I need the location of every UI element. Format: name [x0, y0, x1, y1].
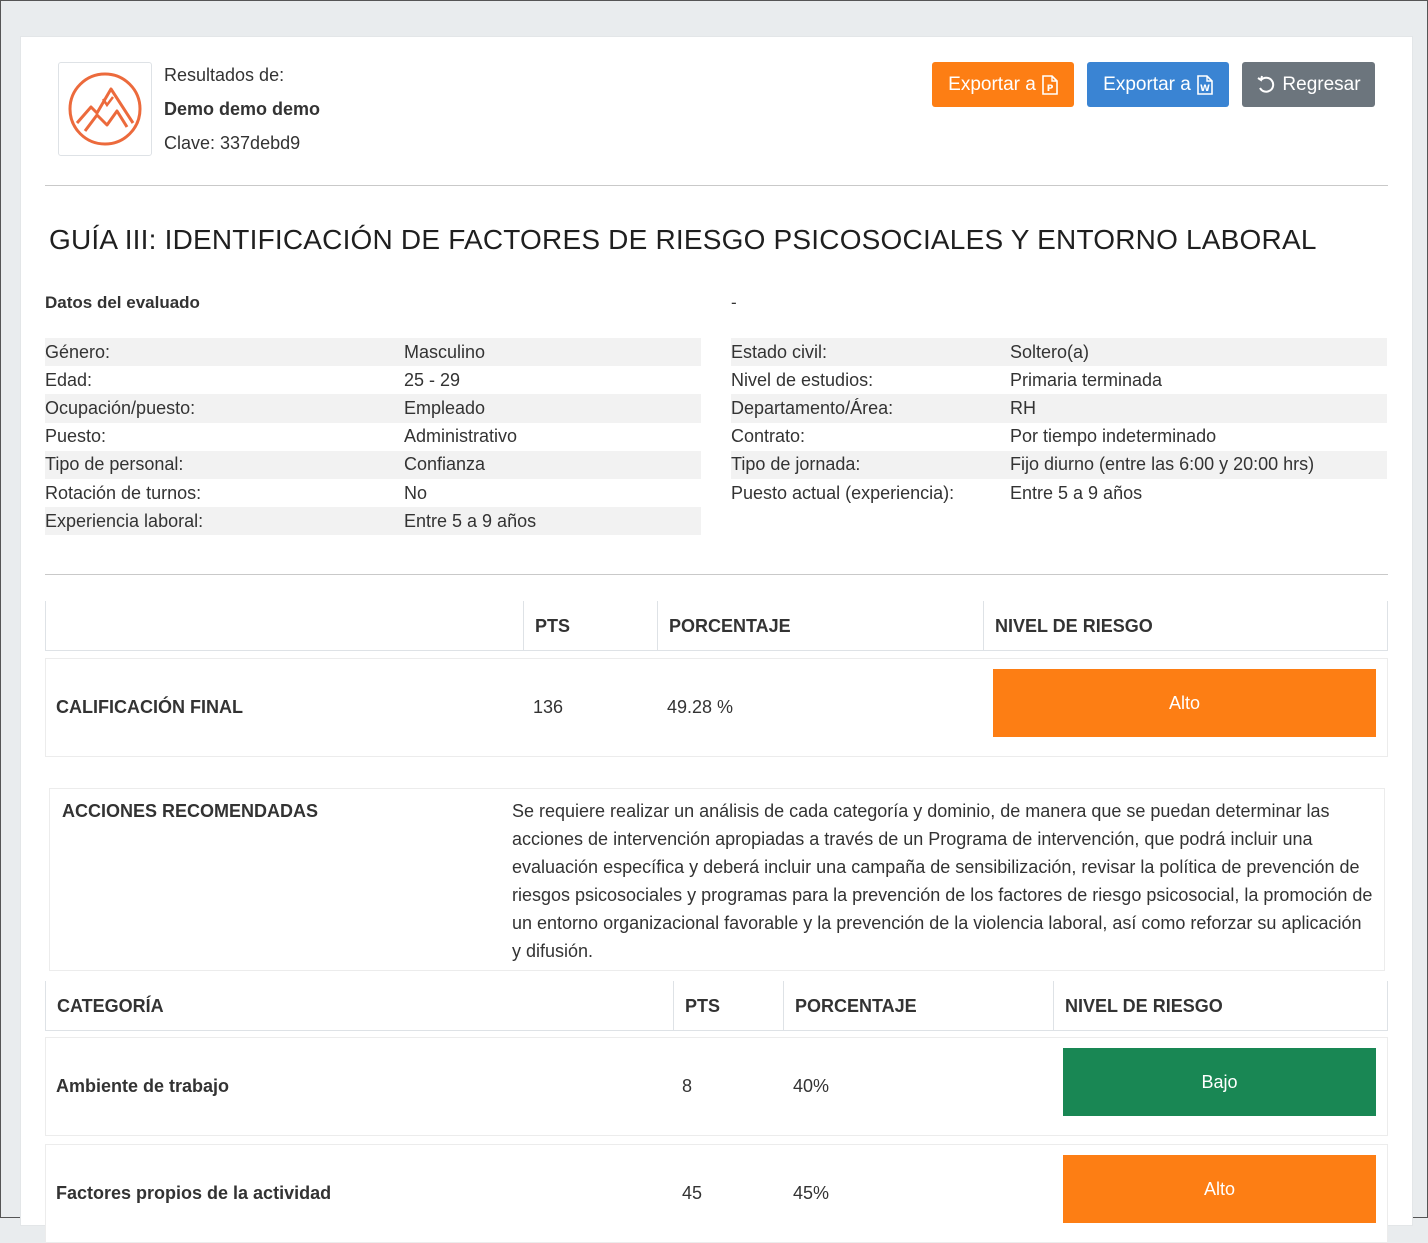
- table-row: [45, 394, 701, 422]
- field-label: Edad:: [45, 369, 93, 390]
- results-card: [20, 36, 1413, 1226]
- divider: [45, 574, 1388, 575]
- recommended-actions-text: Se requiere realizar un análisis de cada categoría y dominio, de manera que se puedan determinar las acciones de intervención apropiadas a través de un Programa de intervención, que podrá incluir una evaluación específica y deberá incluir una campaña de sensibilización, revisar la política de prevención de riesgos psicosociales y programas para la prevención de los factores de riesgo psicosocial, la promoción de un entorno organizacional favorable y la prevención de la violencia laboral, así como reforzar su aplicación y difusión.: [512, 801, 1373, 961]
- category-percent: 45%: [793, 1183, 830, 1203]
- table-row: [731, 423, 1387, 451]
- field-value: Empleado: [404, 394, 701, 422]
- export-word-label: Exportar a: [1103, 73, 1191, 95]
- field-value: Primaria terminada: [1010, 369, 1163, 390]
- category-percent: 40%: [793, 1076, 830, 1096]
- table-row: [731, 451, 1387, 479]
- table-row: [45, 366, 701, 394]
- export-pdf-label: Exportar a: [948, 73, 1036, 95]
- svg-text:P: P: [1046, 83, 1054, 94]
- mountain-logo-icon: [67, 71, 143, 147]
- field-value: No: [404, 482, 428, 503]
- risk-badge-alto: Alto: [1063, 1155, 1376, 1223]
- header-pts: PTS: [523, 601, 657, 651]
- evaluated-data-heading: Datos del evaluado: [45, 293, 200, 312]
- divider: [45, 185, 1388, 186]
- table-row: [731, 479, 1387, 507]
- company-logo: [58, 62, 152, 156]
- evaluated-data-dash: -: [731, 293, 737, 312]
- svg-text:W: W: [1199, 83, 1210, 94]
- table-row: [45, 451, 701, 479]
- final-table-header: [45, 601, 1388, 651]
- field-label: Género:: [45, 338, 404, 366]
- field-label: Puesto actual (experiencia):: [731, 482, 955, 503]
- field-label: Contrato:: [731, 426, 806, 447]
- final-score-label: CALIFICACIÓN FINAL: [56, 697, 243, 717]
- table-row: [45, 1037, 1388, 1136]
- header-category: CATEGORÍA: [45, 981, 673, 1031]
- field-label: Estado civil:: [731, 338, 1010, 366]
- results-label: Resultados de:: [164, 65, 285, 85]
- page-title: GUÍA III: IDENTIFICACIÓN DE FACTORES DE RIESGO PSICOSOCIALES Y ENTORNO LABORAL: [49, 224, 1317, 255]
- field-label: Puesto:: [45, 426, 107, 447]
- field-value: Fijo diurno (entre las 6:00 y 20:00 hrs): [1010, 451, 1387, 479]
- evaluated-name: Demo demo demo: [164, 99, 321, 119]
- final-score-percent: 49.28 %: [667, 697, 734, 717]
- field-value: 25 - 29: [404, 369, 461, 390]
- header-empty: [45, 601, 523, 651]
- field-value: Administrativo: [404, 426, 518, 447]
- header-pts: PTS: [673, 981, 783, 1031]
- risk-badge-alto: Alto: [993, 669, 1376, 737]
- field-label: Tipo de personal:: [45, 451, 404, 479]
- field-value: Entre 5 a 9 años: [404, 507, 701, 535]
- category-table-header: [45, 981, 1388, 1031]
- table-row: [731, 366, 1387, 394]
- table-row: [45, 507, 701, 535]
- header-percent: PORCENTAJE: [783, 981, 1053, 1031]
- file-word-icon: [1197, 75, 1213, 95]
- category-pts: 8: [682, 1076, 693, 1096]
- evaluated-data-right-table: [731, 338, 1387, 507]
- field-label: Nivel de estudios:: [731, 369, 874, 390]
- recommended-actions: [49, 788, 1385, 971]
- field-value: Por tiempo indeterminado: [1010, 426, 1217, 447]
- table-row: [731, 338, 1387, 366]
- field-value: Confianza: [404, 451, 701, 479]
- field-label: Ocupación/puesto:: [45, 394, 404, 422]
- evaluated-data-left-table: [45, 338, 701, 535]
- recommended-actions-label: ACCIONES RECOMENDADAS: [62, 801, 319, 821]
- table-row: [45, 479, 701, 507]
- table-row: [45, 338, 701, 366]
- table-row: [45, 423, 701, 451]
- final-score-row: [45, 658, 1388, 757]
- back-button[interactable]: [1242, 62, 1375, 107]
- field-label: Tipo de jornada:: [731, 451, 1010, 479]
- field-value: Masculino: [404, 338, 701, 366]
- field-value: Soltero(a): [1010, 338, 1387, 366]
- field-label: Rotación de turnos:: [45, 482, 202, 503]
- export-word-button[interactable]: [1087, 62, 1229, 107]
- evaluated-key: Clave: 337debd9: [164, 133, 301, 153]
- file-pdf-icon: [1042, 75, 1058, 95]
- back-label: Regresar: [1282, 73, 1361, 95]
- header-percent: PORCENTAJE: [657, 601, 983, 651]
- export-pdf-button[interactable]: [932, 62, 1074, 107]
- category-name: Factores propios de la actividad: [56, 1183, 332, 1203]
- category-name: Ambiente de trabajo: [56, 1076, 230, 1096]
- category-pts: 45: [682, 1183, 703, 1203]
- field-label: Experiencia laboral:: [45, 507, 404, 535]
- risk-badge-bajo: Bajo: [1063, 1048, 1376, 1116]
- table-row: [45, 1144, 1388, 1243]
- undo-icon: [1256, 75, 1276, 95]
- field-value: Entre 5 a 9 años: [1010, 482, 1143, 503]
- header-risk: NIVEL DE RIESGO: [1053, 981, 1388, 1031]
- field-value: RH: [1010, 394, 1387, 422]
- final-score-pts: 136: [533, 697, 564, 717]
- table-row: [731, 394, 1387, 422]
- header-risk: NIVEL DE RIESGO: [983, 601, 1388, 651]
- field-label: Departamento/Área:: [731, 394, 1010, 422]
